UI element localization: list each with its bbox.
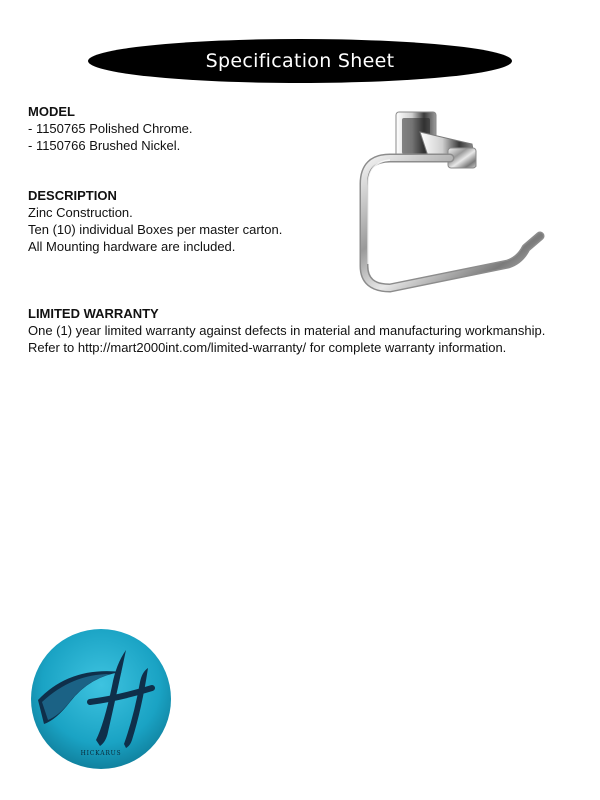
description-line: Zinc Construction. — [28, 205, 133, 220]
page-title-banner — [88, 39, 512, 83]
company-logo — [30, 628, 172, 770]
product-image — [350, 108, 550, 298]
model-line: - 1150766 Brushed Nickel. — [28, 138, 181, 153]
description-heading: DESCRIPTION — [28, 188, 117, 203]
warranty-heading: LIMITED WARRANTY — [28, 306, 159, 321]
warranty-line: One (1) year limited warranty against defects in material and manufacturing workmanship. — [28, 323, 546, 338]
logo-text: HICKARUS — [80, 750, 122, 757]
model-heading: MODEL — [28, 104, 75, 119]
description-section — [28, 187, 282, 255]
warranty-section — [28, 305, 545, 356]
page-title: Specification Sheet — [205, 50, 395, 72]
model-line: - 1150765 Polished Chrome. — [28, 121, 193, 136]
description-line: Ten (10) individual Boxes per master carton. — [28, 222, 283, 237]
model-section — [28, 103, 193, 154]
warranty-line: Refer to http://mart2000int.com/limited-warranty/ for complete warranty information. — [28, 340, 507, 355]
description-line: All Mounting hardware are included. — [28, 239, 236, 254]
